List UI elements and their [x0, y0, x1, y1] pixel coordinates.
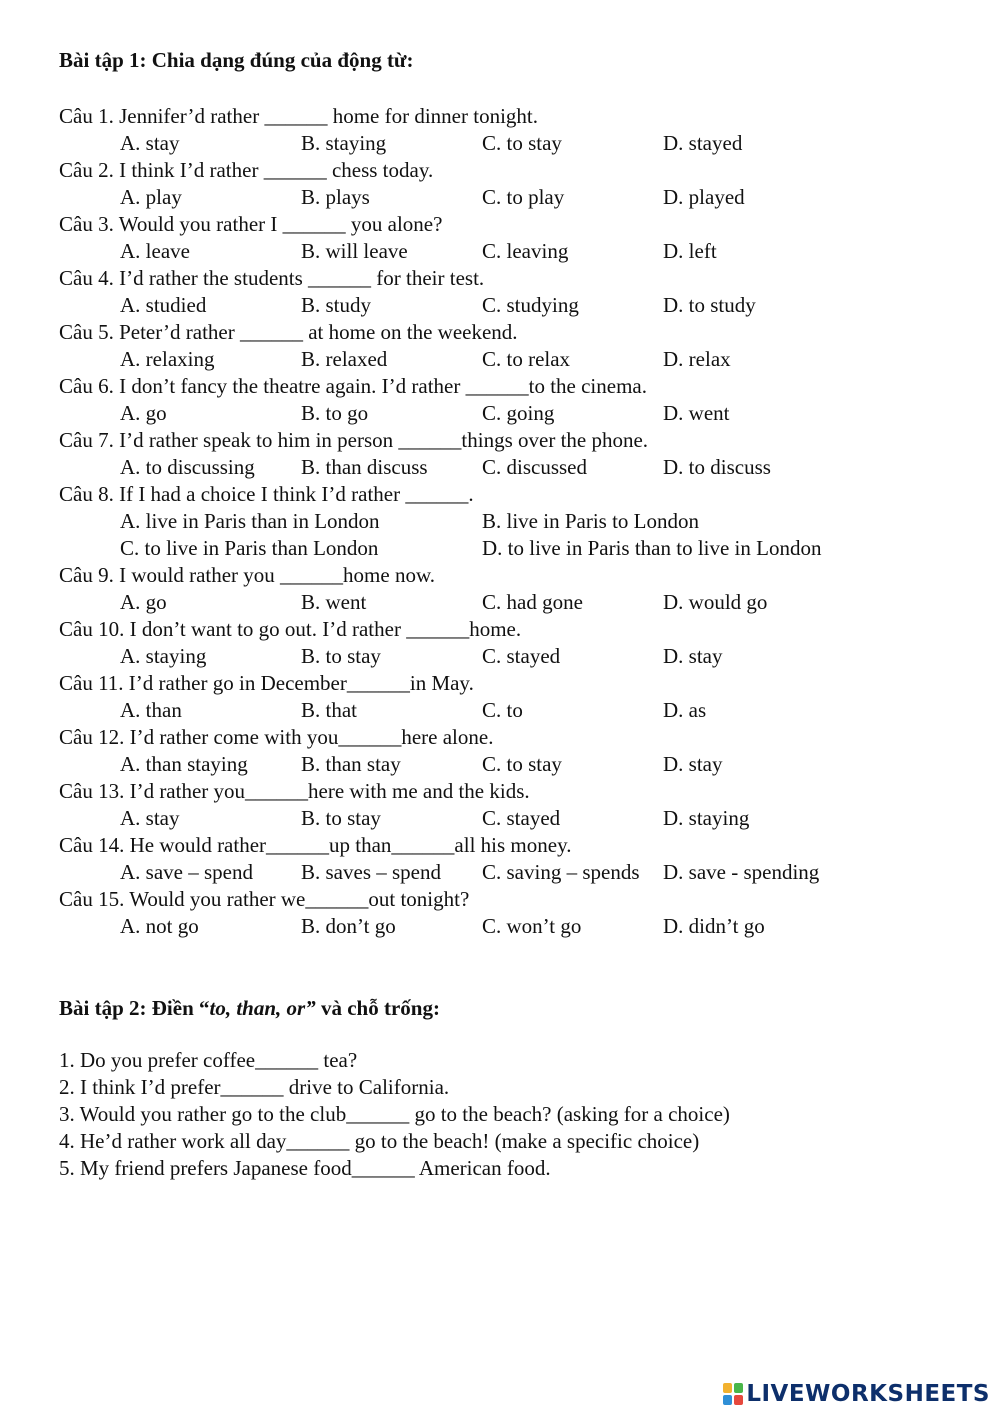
- fill-in-item: 3. Would you rather go to the club______ go to the beach? (asking for a choice): [59, 1102, 730, 1126]
- worksheet-page: [59, 47, 979, 1182]
- answer-option: A. stay: [120, 131, 180, 155]
- question-text: Câu 15. Would you rather we______out tonight?: [59, 887, 470, 911]
- options-row: [59, 751, 979, 778]
- answer-option: A. stay: [120, 806, 180, 830]
- question-text: Câu 14. He would rather______up than______all his money.: [59, 833, 572, 857]
- answer-option: B. staying: [301, 131, 387, 155]
- options-row: [59, 292, 979, 319]
- question-text: Câu 6. I don’t fancy the theatre again. I’d rather ______to the cinema.: [59, 374, 647, 398]
- options-row: [59, 913, 979, 940]
- answer-option: B. plays: [301, 185, 370, 209]
- answer-option: C. discussed: [482, 455, 587, 479]
- question-text: Câu 7. I’d rather speak to him in person ______things over the phone.: [59, 428, 649, 452]
- answer-option: D. played: [663, 185, 745, 209]
- answer-option: B. than stay: [301, 752, 401, 776]
- answer-option: A. than staying: [120, 752, 248, 776]
- answer-option: C. studying: [482, 293, 579, 317]
- answer-option: D. stay: [663, 752, 723, 776]
- answer-option: A. than: [120, 698, 182, 722]
- answer-option: B. relaxed: [301, 347, 388, 371]
- answer-option: D. stay: [663, 644, 723, 668]
- answer-option: C. stayed: [482, 644, 561, 668]
- question-text: Câu 3. Would you rather I ______ you alone?: [59, 212, 443, 236]
- answer-option: C. saving – spends: [482, 860, 640, 884]
- answer-option: B. live in Paris to London: [482, 509, 699, 533]
- options-row: [59, 454, 979, 481]
- options-row: [59, 400, 979, 427]
- options-row: [59, 238, 979, 265]
- options-row: [59, 859, 979, 886]
- answer-option: A. staying: [120, 644, 207, 668]
- question-text: Câu 11. I’d rather go in December______in May.: [59, 671, 474, 695]
- exercise1-title: Bài tập 1: Chia dạng đúng của động từ:: [59, 48, 414, 72]
- exercise2-items: [59, 1047, 979, 1182]
- options-row: [59, 805, 979, 832]
- logo-text: LIVEWORKSHEETS: [746, 1380, 990, 1407]
- answer-option: C. to relax: [482, 347, 571, 371]
- answer-option: B. than discuss: [301, 455, 428, 479]
- exercise2-title-suffix: và chỗ trống:: [315, 996, 440, 1020]
- answer-option: B. to stay: [301, 644, 381, 668]
- answer-option: B. to stay: [301, 806, 381, 830]
- answer-option: C. won’t go: [482, 914, 582, 938]
- answer-option: C. had gone: [482, 590, 583, 614]
- fill-in-item: 1. Do you prefer coffee______ tea?: [59, 1048, 358, 1072]
- answer-option: C. stayed: [482, 806, 561, 830]
- answer-option: D. didn’t go: [663, 914, 765, 938]
- answer-option: B. saves – spend: [301, 860, 441, 884]
- answer-option: D. went: [663, 401, 730, 425]
- exercise2-title-prefix: Bài tập 2: Điền “: [59, 996, 210, 1020]
- answer-option: A. go: [120, 590, 167, 614]
- answer-option: C. leaving: [482, 239, 569, 263]
- answer-option: A. leave: [120, 239, 190, 263]
- answer-option: C. to: [482, 698, 523, 722]
- answer-option: D. to discuss: [663, 455, 771, 479]
- options-row: [59, 643, 979, 670]
- answer-option: B. study: [301, 293, 372, 317]
- answer-option: D. to study: [663, 293, 756, 317]
- answer-option: C. to live in Paris than London: [120, 536, 379, 560]
- options-row: [59, 589, 979, 616]
- answer-option: A. to discussing: [120, 455, 255, 479]
- liveworksheets-logo: [723, 1381, 990, 1407]
- answer-option: B. don’t go: [301, 914, 396, 938]
- question-text: Câu 2. I think I’d rather ______ chess today.: [59, 158, 434, 182]
- exercise1-questions: [59, 103, 979, 940]
- answer-option: D. stayed: [663, 131, 743, 155]
- answer-option: D. to live in Paris than to live in London: [482, 536, 822, 560]
- answer-option: C. going: [482, 401, 555, 425]
- answer-option: B. went: [301, 590, 367, 614]
- answer-option: A. live in Paris than in London: [120, 509, 380, 533]
- answer-option: B. will leave: [301, 239, 408, 263]
- fill-in-item: 5. My friend prefers Japanese food______ American food.: [59, 1156, 551, 1180]
- question-text: Câu 13. I’d rather you______here with me and the kids.: [59, 779, 530, 803]
- answer-option: D. staying: [663, 806, 750, 830]
- answer-option: D. save - spending: [663, 860, 820, 884]
- question-text: Câu 9. I would rather you ______home now.: [59, 563, 435, 587]
- answer-option: A. studied: [120, 293, 207, 317]
- question-text: Câu 12. I’d rather come with you______here alone.: [59, 725, 494, 749]
- answer-option: C. to play: [482, 185, 565, 209]
- answer-option: A. play: [120, 185, 182, 209]
- liveworksheets-logo-icon: [723, 1383, 743, 1405]
- exercise2-title-italic: to, than, or”: [209, 996, 316, 1020]
- answer-option: C. to stay: [482, 131, 562, 155]
- answer-option: D. left: [663, 239, 717, 263]
- question-text: Câu 1. Jennifer’d rather ______ home for dinner tonight.: [59, 104, 538, 128]
- question-text: Câu 4. I’d rather the students ______ for their test.: [59, 266, 485, 290]
- options-row: [59, 346, 979, 373]
- exercise2-title: [59, 995, 979, 1025]
- fill-in-item: 2. I think I’d prefer______ drive to California.: [59, 1075, 450, 1099]
- question-text: Câu 10. I don’t want to go out. I’d rather ______home.: [59, 617, 522, 641]
- answer-option: D. would go: [663, 590, 768, 614]
- answer-option: D. as: [663, 698, 707, 722]
- answer-option: A. not go: [120, 914, 199, 938]
- options-row: [59, 697, 979, 724]
- answer-option: A. save – spend: [120, 860, 253, 884]
- answer-option: D. relax: [663, 347, 731, 371]
- options-row: [59, 130, 979, 157]
- options-row: [59, 508, 979, 535]
- answer-option: B. that: [301, 698, 357, 722]
- answer-option: A. go: [120, 401, 167, 425]
- options-row: [59, 184, 979, 211]
- answer-option: A. relaxing: [120, 347, 215, 371]
- question-text: Câu 8. If I had a choice I think I’d rather ______.: [59, 482, 474, 506]
- answer-option: C. to stay: [482, 752, 562, 776]
- question-text: Câu 5. Peter’d rather ______ at home on the weekend.: [59, 320, 518, 344]
- answer-option: B. to go: [301, 401, 369, 425]
- options-row: [59, 535, 979, 562]
- fill-in-item: 4. He’d rather work all day______ go to the beach! (make a specific choice): [59, 1129, 700, 1153]
